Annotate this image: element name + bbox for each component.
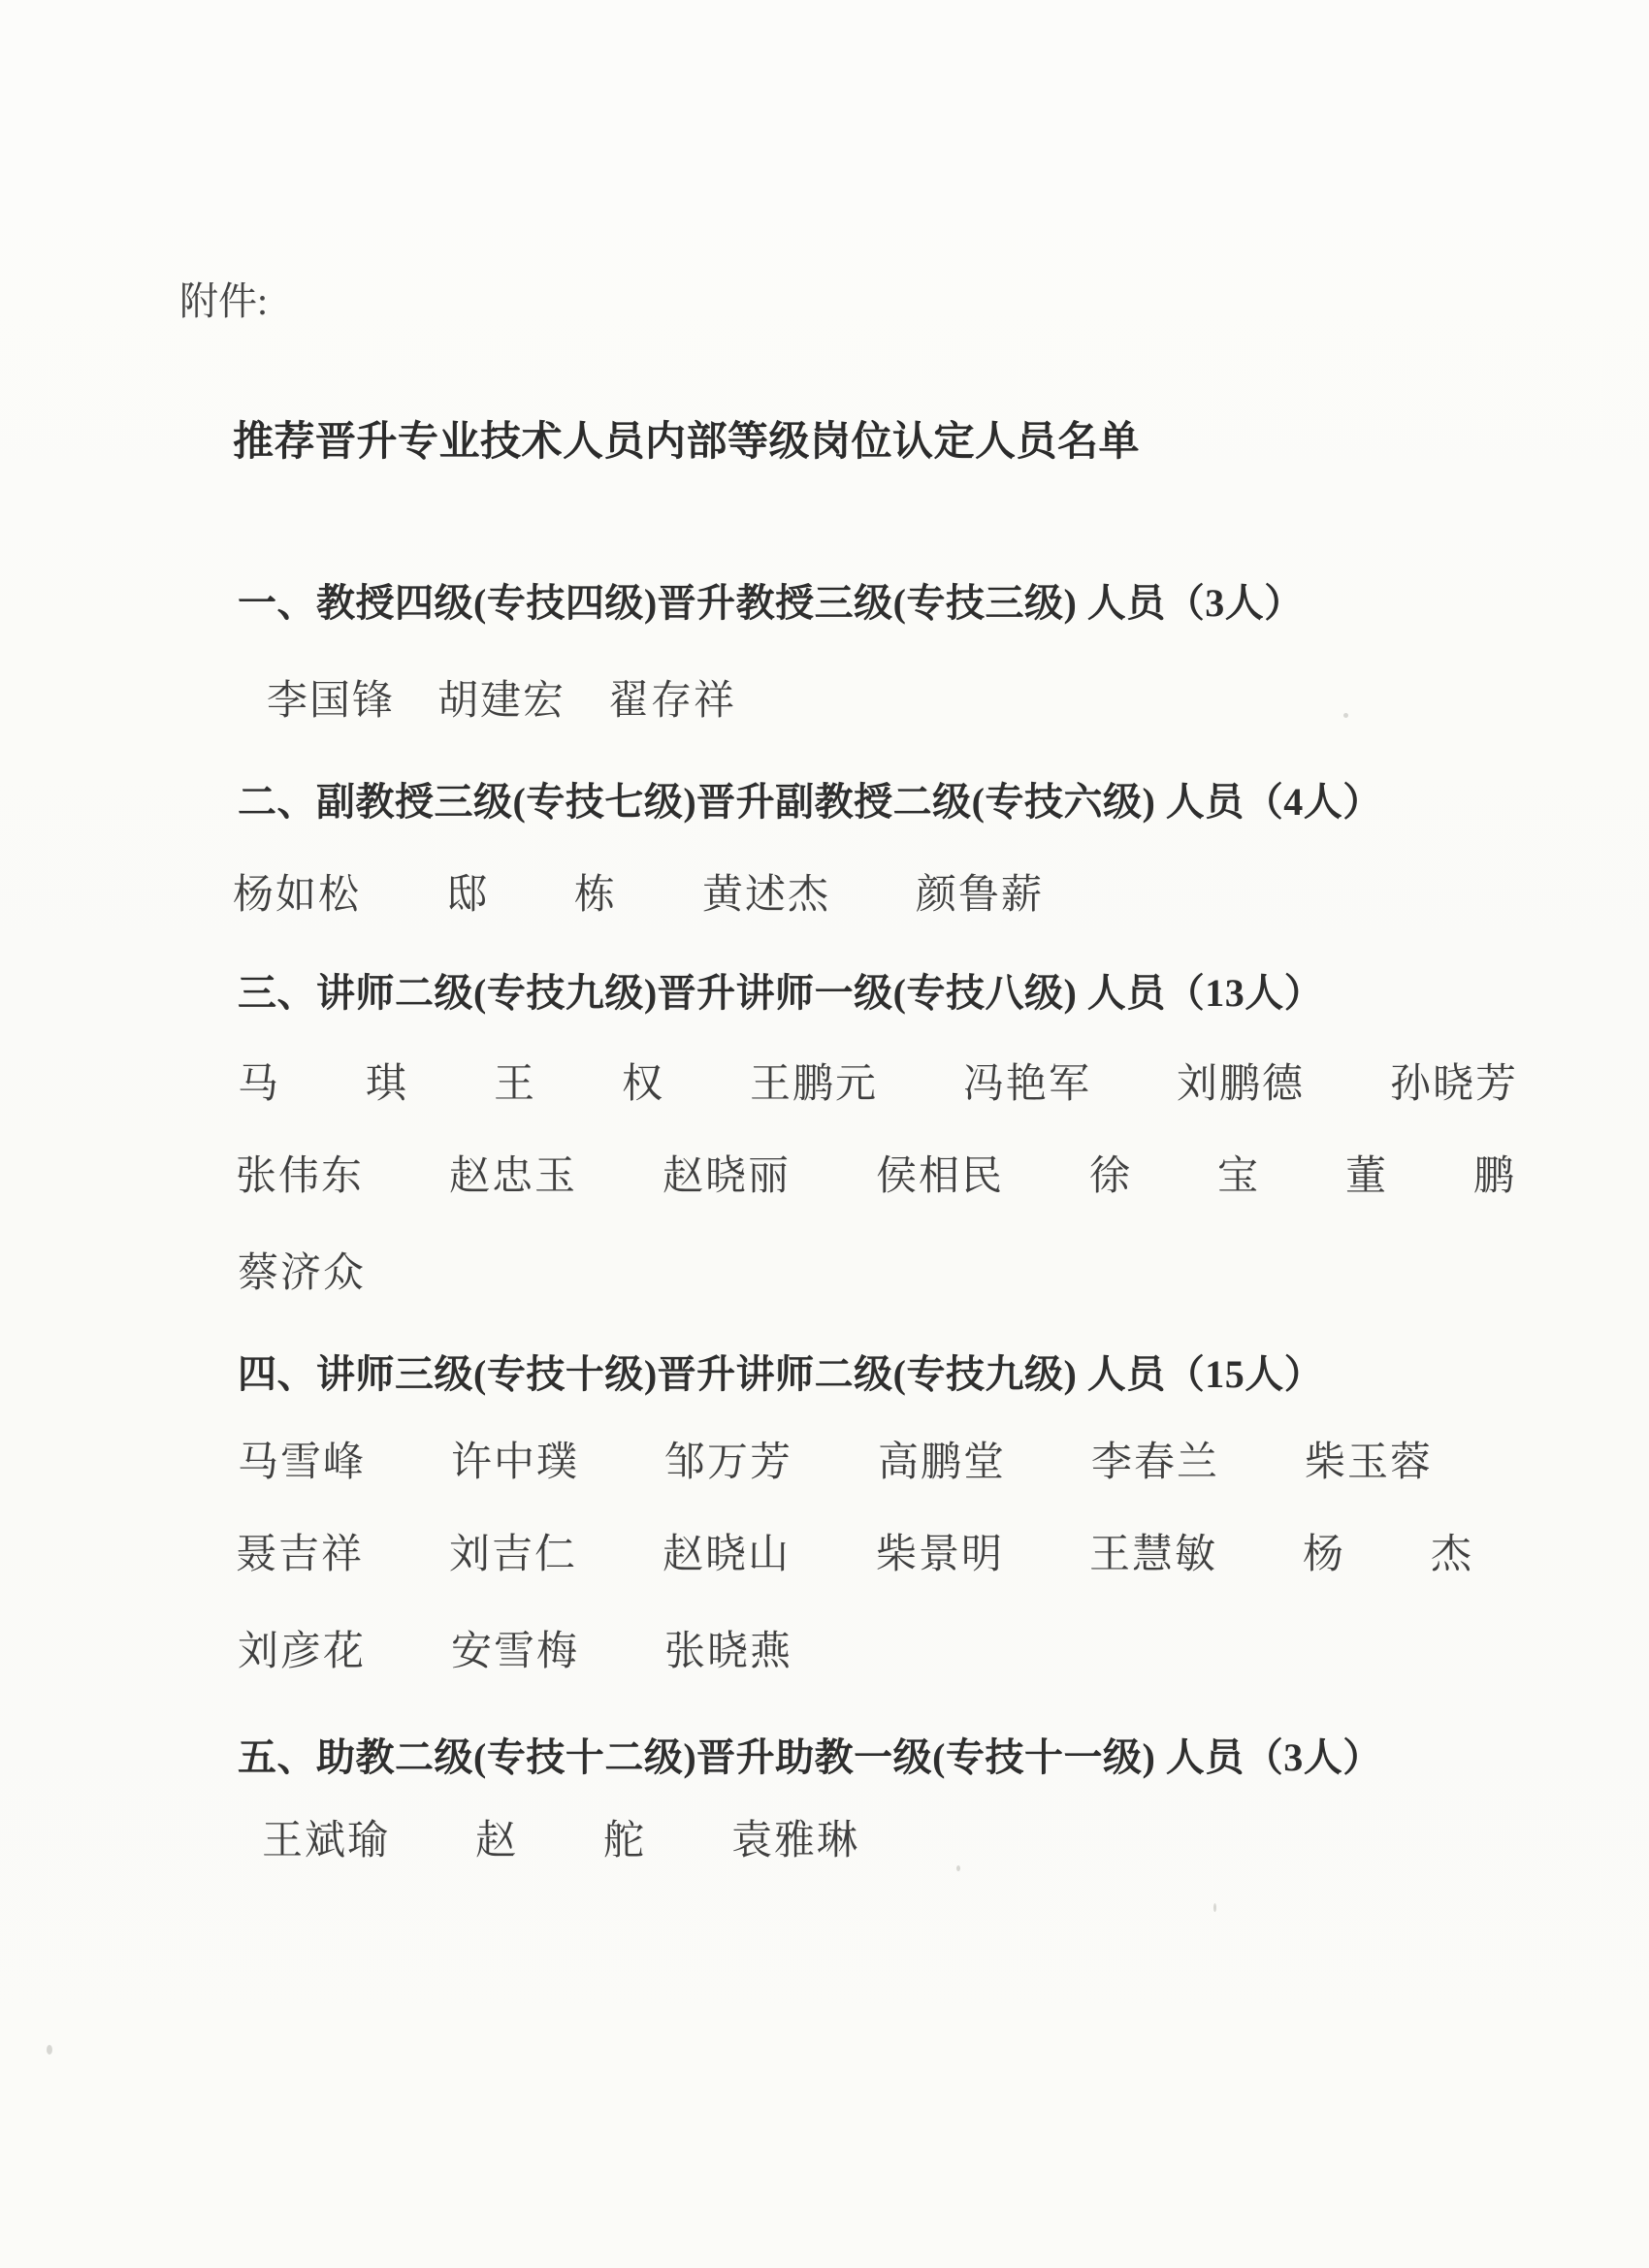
section-3-names-row-2: 张伟东 赵忠玉 赵晓丽 侯相民 徐 宝 董 鹏	[236, 1154, 1517, 1199]
section-5-names-row-1: 王斌瑜 赵 舵 袁雅琳	[262, 1819, 860, 1863]
scan-speck	[956, 1865, 960, 1871]
section-3-names-row-1: 马 琪 王 权 王鹏元 冯艳军 刘鹏德 孙晓芳	[238, 1062, 1519, 1107]
document-title: 推荐晋升专业技术人员内部等级岗位认定人员名单	[233, 420, 1141, 465]
scan-speck	[1213, 1903, 1216, 1912]
scan-speck	[47, 2045, 52, 2055]
section-4-heading: 四、讲师三级(专技十级)晋升讲师二级(专技九级) 人员（15人）	[238, 1352, 1324, 1396]
attachment-label: 附件:	[179, 279, 269, 323]
section-4-names-row-2: 聂吉祥 刘吉仁 赵晓山 柴景明 王慧敏 杨 杰	[236, 1533, 1474, 1577]
section-4-names-row-1: 马雪峰 许中璞 邹万芳 高鹏堂 李春兰 柴玉蓉	[238, 1441, 1434, 1485]
section-3-names-row-3: 蔡济众	[238, 1251, 367, 1296]
section-3-heading: 三、讲师二级(专技九级)晋升讲师一级(专技八级) 人员（13人）	[238, 971, 1324, 1015]
section-5-heading: 五、助教二级(专技十二级)晋升助教一级(专技十一级) 人员（3人）	[238, 1735, 1382, 1779]
section-2-heading: 二、副教授三级(专技七级)晋升副教授二级(专技六级) 人员（4人）	[238, 780, 1382, 824]
section-1-heading: 一、教授四级(专技四级)晋升教授三级(专技三级) 人员（3人）	[238, 581, 1304, 625]
section-2-names-row-1: 杨如松 邸 栋 黄述杰 颜鲁薪	[233, 873, 1045, 918]
section-4-names-row-3: 刘彦花 安雪梅 张晓燕	[238, 1630, 793, 1674]
section-1-names-row-1: 李国锋 胡建宏 翟存祥	[267, 679, 737, 724]
scan-speck	[1343, 713, 1348, 718]
